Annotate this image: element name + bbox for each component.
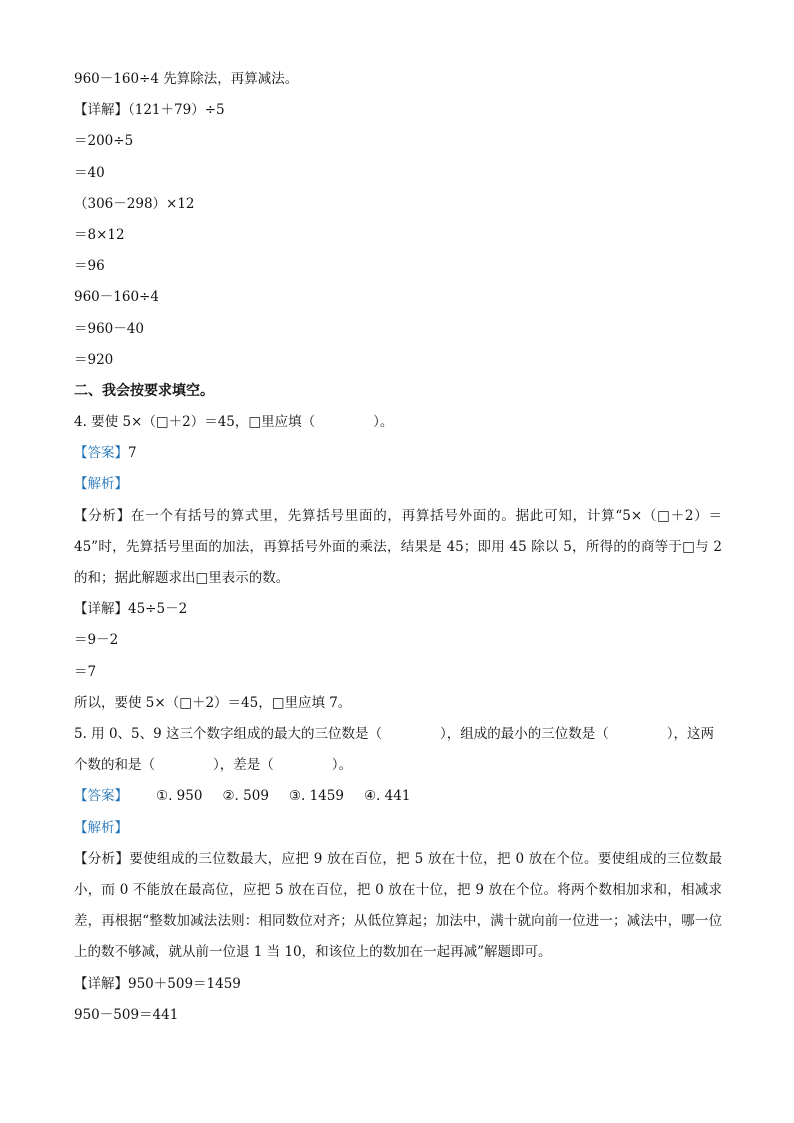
fenxi-text: 在一个有括号的算式里，先算括号里面的，再算括号外面的。据此可知，计算“5×（□＋2）＝45”时，先算括号里面的加法，再算括号外面的乘法，结果是 45；即用 45 除以 5，所得的的商等于□与 2 的和；据此解题求出□里表示的数。 xyxy=(74,507,723,587)
answer-item: ④. 441 xyxy=(363,788,411,805)
q4-stem-part: ）。 xyxy=(373,414,394,431)
q4-analysis-paragraph xyxy=(74,501,722,595)
q4-stem-part: 4. 要使 5×（□＋2）＝45，□里应填（ xyxy=(74,414,316,431)
answer-value: 7 xyxy=(128,445,137,462)
q5-stem-part: 个数的和是（ xyxy=(74,757,155,774)
text-line: 950－509＝441 xyxy=(74,1006,179,1023)
q4-stem xyxy=(74,407,722,438)
q5-stem-part: ），组成的最小的三位数是（ xyxy=(440,725,609,742)
answer-item: ①. 950 xyxy=(156,788,203,805)
q5-stem-part: 5. 用 0、5、9 这三个数字组成的最大的三位数是（ xyxy=(74,725,383,742)
answer-tag: 【答案】 xyxy=(74,788,128,805)
answer-item: ③. 1459 xyxy=(288,788,344,805)
section-title: 二、我会按要求填空。 xyxy=(74,382,214,399)
q5-stem-part: ）。 xyxy=(331,757,352,774)
text-line: 960－160÷4 xyxy=(74,289,159,306)
fenxi-tag: 【分析】 xyxy=(74,850,130,867)
text-line: ＝7 xyxy=(74,663,97,680)
q5-analysis-paragraph xyxy=(74,844,722,969)
q5-stem-part: ），差是（ xyxy=(213,757,274,774)
analysis-tag: 【解析】 xyxy=(74,476,128,493)
q5-stem-part: ），这两 xyxy=(666,725,715,742)
text-line: 【详解】950＋509＝1459 xyxy=(74,975,241,992)
text-line: ＝960－40 xyxy=(74,320,144,337)
text-line: ＝9－2 xyxy=(74,632,119,649)
q5-stem-line2 xyxy=(74,750,722,781)
text-line: （306－298）×12 xyxy=(74,195,195,212)
text-line: 【详解】（121＋79）÷5 xyxy=(74,102,225,119)
answer-item: ②. 509 xyxy=(222,788,269,805)
fenxi-tag: 【分析】 xyxy=(74,507,131,524)
text-line: ＝8×12 xyxy=(74,226,125,243)
text-line: 【详解】45÷5－2 xyxy=(74,601,188,618)
text-line: ＝96 xyxy=(74,258,105,275)
q5-analysis-heading xyxy=(74,813,722,844)
fenxi-text: 要使组成的三位数最大，应把 9 放在百位，把 5 放在十位，把 0 放在个位。要使组成的三位数最小，而 0 不能放在最高位，应把 5 放在百位，把 0 放在十位，把 9 放在个位。将两个数相加求和，相减求差，再根据“整数加减法法则：相同数位对齐；从低位算起；加法中，满十就向前一位进一；减法中，哪一位上的数不够减，就从前一位退 1 当 10，和该位上的数加在一起再减”解题即可。 xyxy=(74,850,723,961)
q5-answer xyxy=(74,781,722,812)
q4-analysis-heading xyxy=(74,469,722,500)
text-line: ＝920 xyxy=(74,351,114,368)
document-page xyxy=(74,64,722,1031)
q4-answer xyxy=(74,438,722,469)
q5-stem-line1 xyxy=(74,719,722,750)
text-line: 960－160÷4 先算除法，再算减法。 xyxy=(74,71,299,87)
text-line: ＝40 xyxy=(74,164,105,181)
text-line: 所以，要使 5×（□＋2）＝45，□里应填 7。 xyxy=(74,694,352,711)
answer-tag: 【答案】 xyxy=(74,445,128,462)
text-line: ＝200÷5 xyxy=(74,133,134,150)
analysis-tag: 【解析】 xyxy=(74,819,128,836)
